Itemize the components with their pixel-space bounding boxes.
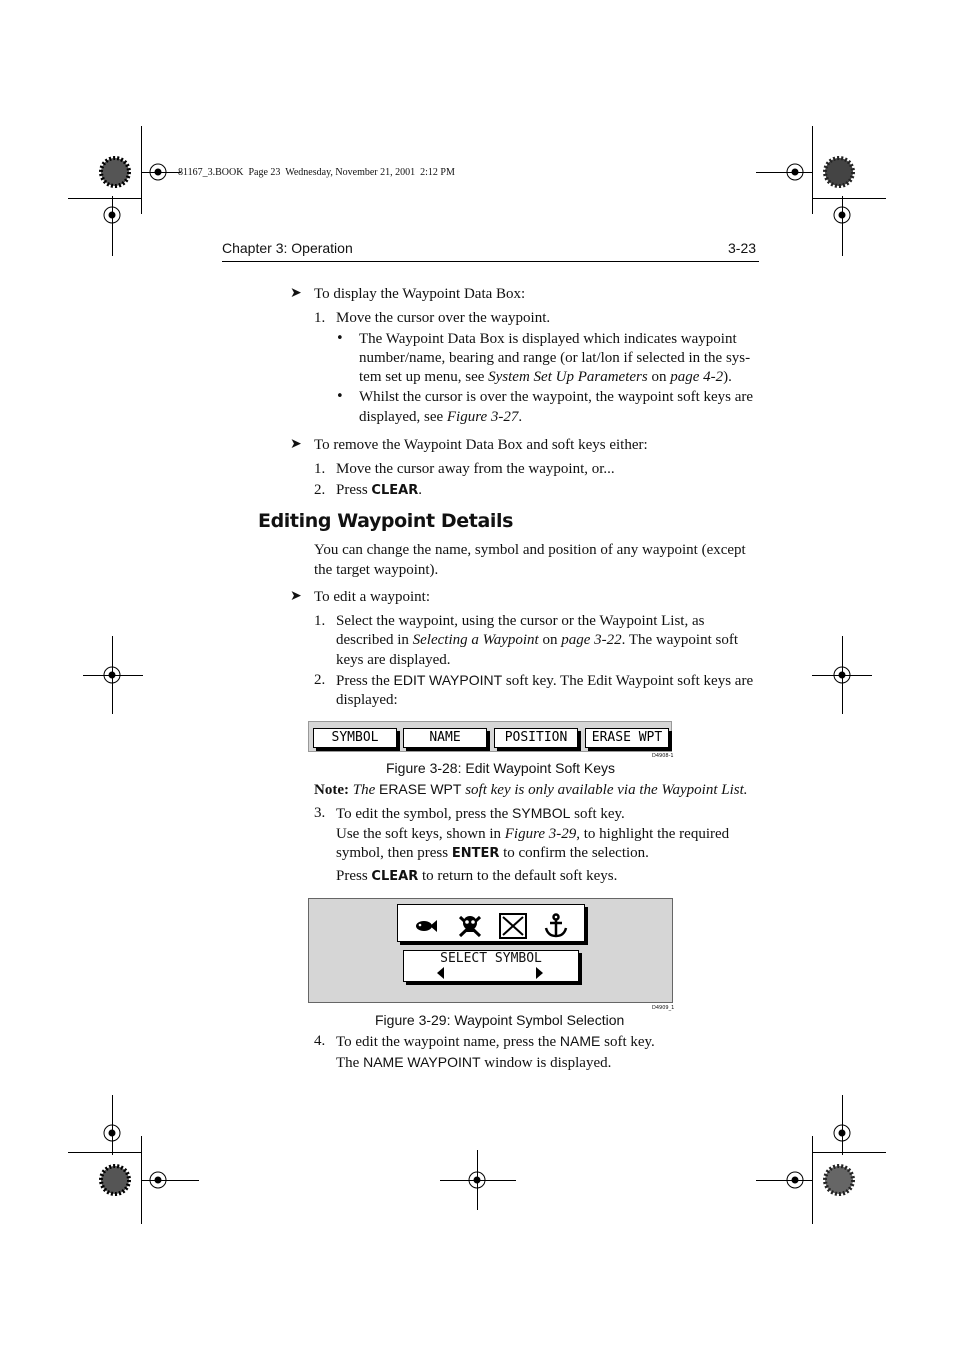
- position-soft-key[interactable]: POSITION: [494, 728, 578, 748]
- symbol-soft-key[interactable]: SYMBOL: [313, 728, 397, 748]
- note: Note: The ERASE WPT soft key is only available via the Waypoint List.: [314, 781, 748, 798]
- erase-wpt-soft-key[interactable]: ERASE WPT: [585, 728, 669, 748]
- step-text: Press CLEAR to return to the default soft keys.: [336, 868, 618, 884]
- figure-caption: Figure 3-28: Edit Waypoint Soft Keys: [386, 760, 616, 776]
- bullet-text-line: displayed, see Figure 3-27.: [359, 409, 523, 425]
- procedure-intro: To display the Waypoint Data Box:: [314, 286, 526, 302]
- note-label: Note:: [314, 782, 349, 798]
- key-name: ENTER: [451, 846, 500, 861]
- left-arrow-icon[interactable]: [436, 966, 446, 984]
- soft-key-name: NAME: [559, 1033, 601, 1049]
- step-number: 3.: [314, 805, 326, 821]
- figure-reference[interactable]: Figure 3-27: [446, 409, 519, 425]
- step-number: 1.: [314, 461, 326, 477]
- running-header-chapter: Chapter 3: Operation: [222, 240, 353, 256]
- fish-icon[interactable]: [412, 913, 440, 939]
- figure-reference[interactable]: Figure 3-29: [504, 826, 577, 842]
- procedure-intro: To edit a waypoint:: [314, 589, 431, 605]
- cross-box-icon[interactable]: [499, 913, 527, 939]
- step-text: symbol, then press ENTER to confirm the selection.: [336, 845, 649, 861]
- step-number: 1.: [314, 613, 326, 629]
- key-name: CLEAR: [371, 869, 419, 884]
- bullet-text-line: The Waypoint Data Box is displayed which indicates waypoint: [359, 331, 737, 347]
- symbol-palette: [397, 904, 585, 942]
- figure-code: D4909_1: [652, 1005, 675, 1011]
- step-text: To edit the symbol, press the SYMBOL soft key.: [336, 805, 625, 822]
- skull-crossbones-icon[interactable]: [456, 913, 484, 939]
- arrow-bullet-icon: ➤: [290, 588, 302, 604]
- select-symbol-label: SELECT SYMBOL: [440, 951, 542, 966]
- soft-key-name: EDIT WAYPOINT: [393, 672, 503, 688]
- soft-key-name: ERASE WPT: [378, 781, 462, 797]
- step-text: displayed:: [336, 692, 398, 708]
- bullet-text-line: Whilst the cursor is over the waypoint, the waypoint soft keys are: [359, 389, 754, 405]
- step-number: 4.: [314, 1033, 326, 1049]
- page-reference[interactable]: page 3-22: [561, 632, 622, 648]
- right-arrow-icon[interactable]: [534, 966, 544, 984]
- header-rule: [222, 261, 759, 262]
- bullet-icon: •: [336, 389, 344, 404]
- bullet-icon: •: [336, 331, 344, 346]
- step-text: described in Selecting a Waypoint on page 3-22. The waypoint soft: [336, 632, 739, 648]
- paragraph-line: You can change the name, symbol and position of any waypoint (except: [314, 542, 746, 558]
- step-text: Press CLEAR.: [336, 482, 422, 498]
- paragraph-line: the target waypoint).: [314, 562, 439, 578]
- anchor-icon[interactable]: [542, 913, 570, 939]
- print-slug: 81167_3.BOOK Page 23 Wednesday, November 21, 2001 2:12 PM: [178, 167, 455, 178]
- figure-code: D4908-1: [652, 753, 674, 759]
- step-text: Move the cursor over the waypoint.: [336, 310, 551, 326]
- soft-key-bar: [308, 721, 672, 752]
- step-number: 2.: [314, 482, 326, 498]
- window-name: NAME WAYPOINT: [363, 1054, 481, 1070]
- step-text: Select the waypoint, using the cursor or the Waypoint List, as: [336, 613, 705, 629]
- bullet-text-line: number/name, bearing and range (or lat/lon if selected in the sys-: [359, 350, 751, 366]
- step-number: 2.: [314, 672, 326, 688]
- step-text: To edit the waypoint name, press the NAME soft key.: [336, 1033, 655, 1050]
- running-header-page-number: 3-23: [728, 240, 757, 256]
- figure-caption: Figure 3-29: Waypoint Symbol Selection: [375, 1012, 625, 1028]
- step-text: keys are displayed.: [336, 652, 451, 668]
- step-text: The NAME WAYPOINT window is displayed.: [336, 1054, 612, 1071]
- step-text: Move the cursor away from the waypoint, or...: [336, 461, 615, 477]
- arrow-bullet-icon: ➤: [290, 436, 302, 452]
- key-name: CLEAR: [371, 483, 419, 498]
- soft-key-name: SYMBOL: [512, 805, 571, 821]
- bullet-text-line: tem set up menu, see System Set Up Parameters on page 4-2).: [359, 369, 732, 385]
- arrow-bullet-icon: ➤: [290, 285, 302, 301]
- symbol-selection-figure: [308, 898, 673, 1003]
- cross-reference[interactable]: System Set Up Parameters: [488, 369, 648, 385]
- page-reference[interactable]: page 4-2: [670, 369, 724, 385]
- select-symbol-soft-key[interactable]: [403, 950, 579, 982]
- step-text: Press the EDIT WAYPOINT soft key. The Edit Waypoint soft keys are: [336, 672, 754, 689]
- section-heading: Editing Waypoint Details: [258, 510, 514, 532]
- procedure-intro: To remove the Waypoint Data Box and soft keys either:: [314, 437, 648, 453]
- cross-reference[interactable]: Selecting a Waypoint: [412, 632, 539, 648]
- step-text: Use the soft keys, shown in Figure 3-29, to highlight the required: [336, 826, 730, 842]
- step-number: 1.: [314, 310, 326, 326]
- name-soft-key[interactable]: NAME: [403, 728, 487, 748]
